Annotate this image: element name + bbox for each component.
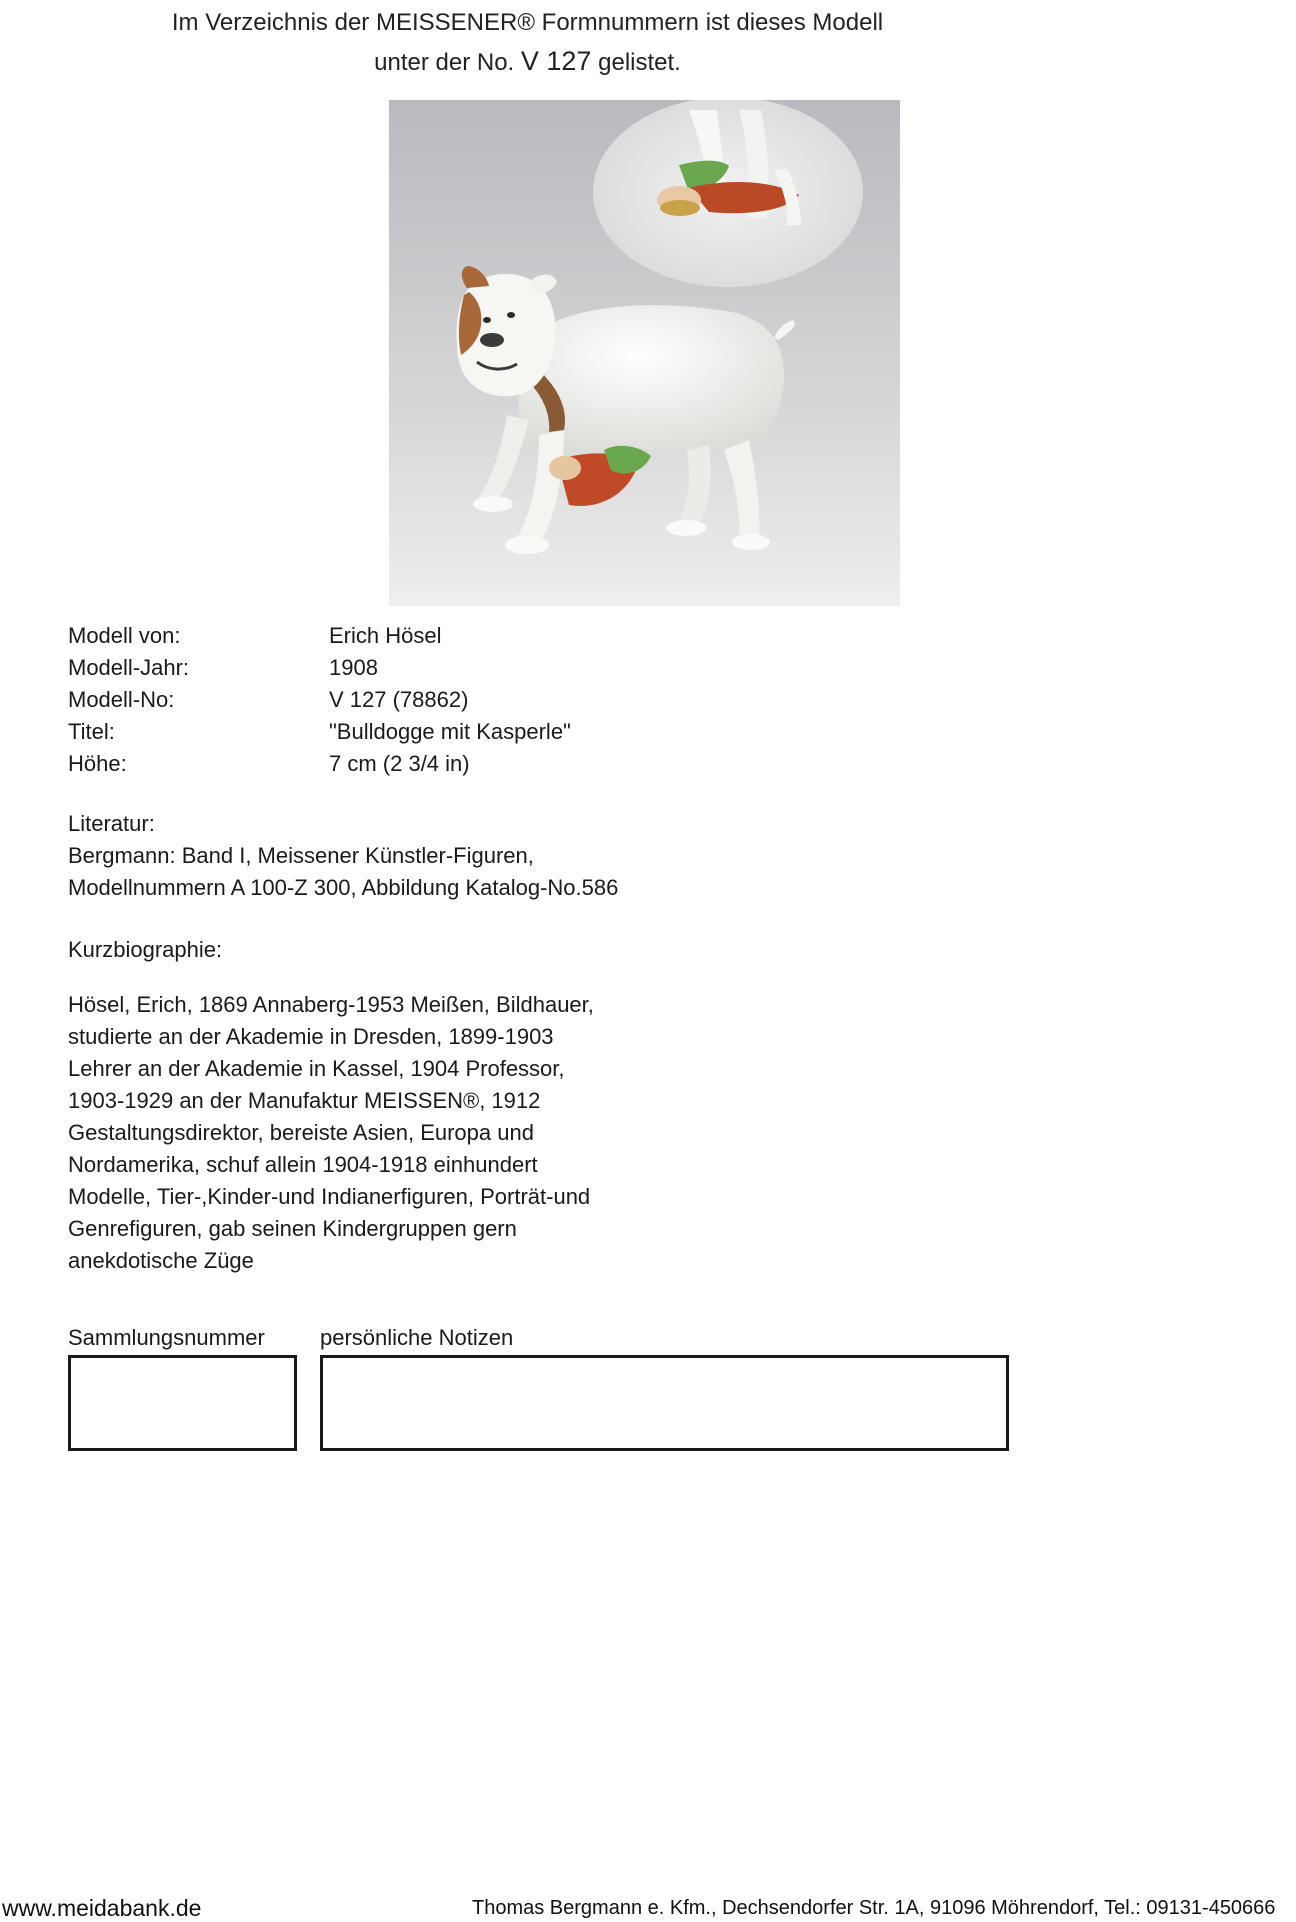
figurine-photo — [389, 100, 900, 606]
fact-label: Modell-No: — [68, 687, 175, 712]
fact-value: "Bulldogge mit Kasperle" — [329, 719, 571, 744]
biography-line: Hösel, Erich, 1869 Annaberg-1953 Meißen, Bildhauer, — [68, 992, 594, 1017]
bulldog-figurine-image — [389, 100, 900, 606]
biography-line: Nordamerika, schuf allein 1904-1918 einhundert — [68, 1152, 538, 1177]
fact-label: Modell-Jahr: — [68, 655, 190, 680]
collection-number-box[interactable] — [68, 1355, 297, 1451]
biography-line: anekdotische Züge — [68, 1248, 254, 1273]
fact-value: V 127 (78862) — [329, 687, 469, 712]
biography-line: studierte an der Akademie in Dresden, 1899-1903 — [68, 1024, 554, 1049]
biography-heading: Kurzbiographie: — [68, 937, 223, 962]
literature-section — [68, 808, 618, 904]
literature-heading: Literatur: — [68, 811, 155, 836]
header-line-2 — [0, 42, 1055, 82]
biography-line: Modelle, Tier-,Kinder-und Indianerfiguren, Porträt-und — [68, 1184, 591, 1209]
biography-text — [68, 989, 688, 1277]
header-model-number: V 127 — [520, 46, 592, 76]
header-suffix: gelistet. — [598, 49, 681, 76]
website-link[interactable]: www.meidabank.de — [2, 1895, 202, 1921]
header-prefix: unter der No. — [374, 49, 515, 76]
biography-line: Gestaltungsdirektor, bereiste Asien, Europa und — [68, 1120, 534, 1145]
fact-value: 1908 — [329, 655, 378, 680]
literature-line: Bergmann: Band I, Meissener Künstler-Figuren, — [68, 843, 534, 868]
biography-line: Genrefiguren, gab seinen Kindergruppen gern — [68, 1216, 517, 1241]
fact-label: Modell von: — [68, 623, 181, 648]
fact-label: Höhe: — [68, 751, 127, 776]
literature-line: Modellnummern A 100-Z 300, Abbildung Katalog-No.586 — [68, 875, 619, 900]
publisher-address: Thomas Bergmann e. Kfm., Dechsendorfer Str. 1A, 91096 Möhrendorf, Tel.: 09131-450666 — [472, 1897, 1276, 1919]
biography-line: Lehrer an der Akademie in Kassel, 1904 Professor, — [68, 1056, 565, 1081]
fact-label: Titel: — [68, 719, 115, 744]
notes-label: persönliche Notizen — [320, 1325, 514, 1350]
notes-box[interactable] — [320, 1355, 1009, 1451]
fact-value: 7 cm (2 3/4 in) — [329, 751, 470, 776]
page-header — [0, 4, 1055, 82]
biography-line: 1903-1929 an der Manufaktur MEISSEN®, 1912 — [68, 1088, 541, 1113]
fact-value: Erich Hösel — [329, 623, 442, 648]
header-line-1: Im Verzeichnis der MEISSENER® Formnummern ist dieses Modell — [171, 9, 884, 36]
collection-number-label: Sammlungsnummer — [68, 1325, 265, 1350]
